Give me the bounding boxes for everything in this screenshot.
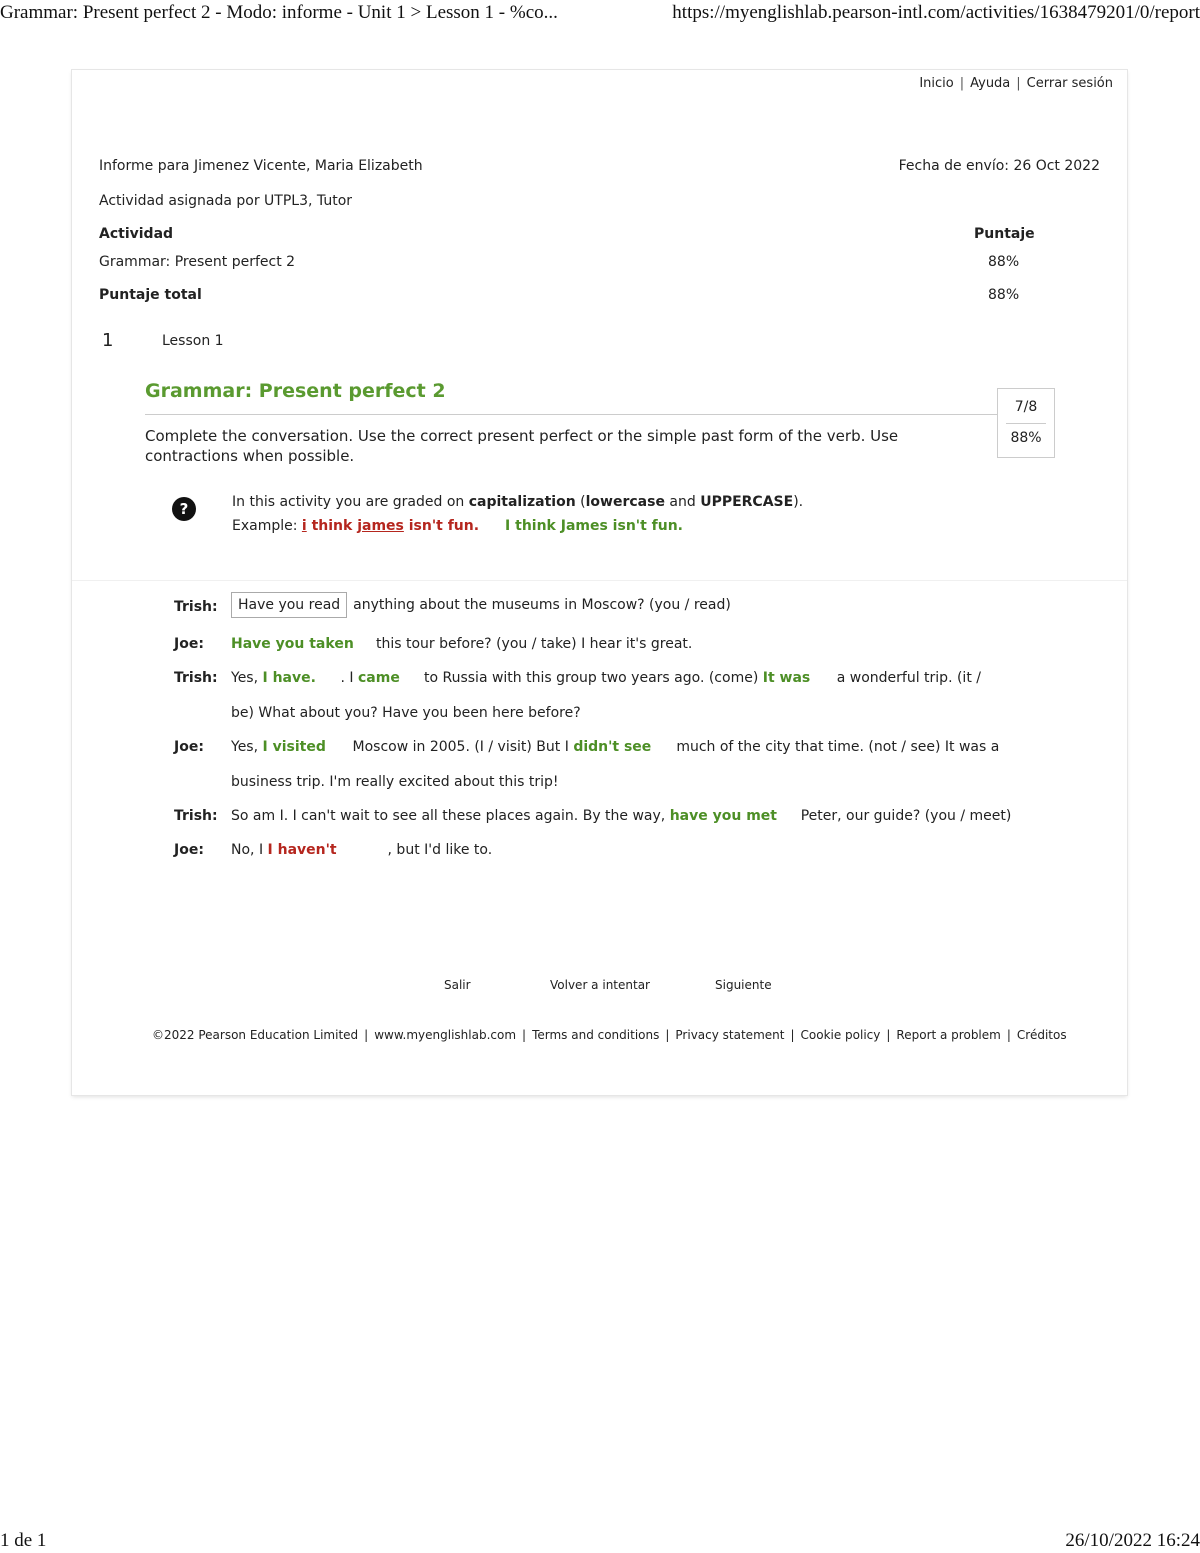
nav-sep: | bbox=[959, 76, 965, 91]
answer-incorrect: I haven't bbox=[267, 842, 337, 858]
print-url: https://myenglishlab.pearson-intl.com/activities/1638479201/0/report bbox=[672, 2, 1200, 23]
example-wrong: i bbox=[301, 518, 307, 534]
speaker-label: Joe: bbox=[174, 636, 204, 652]
line-text: . I bbox=[340, 670, 358, 686]
answer-input[interactable]: Have you read bbox=[231, 592, 347, 618]
answer-correct: I visited bbox=[262, 739, 326, 755]
page-footer bbox=[152, 1028, 1067, 1042]
line-text: Moscow in 2005. (I / visit) But I bbox=[352, 739, 574, 755]
help-icon[interactable]: ? bbox=[172, 497, 196, 521]
line-text: this tour before? (you / take) I hear it's great. bbox=[376, 636, 693, 652]
activity-title: Grammar: Present perfect 2 bbox=[145, 380, 446, 402]
footer-sep: | bbox=[1006, 1028, 1011, 1042]
line-text: much of the city that time. (not / see) It was a bbox=[676, 739, 1000, 755]
top-nav bbox=[919, 76, 1113, 91]
speaker-label: Joe: bbox=[174, 739, 204, 755]
print-datetime: 26/10/2022 16:24 bbox=[1065, 1530, 1200, 1551]
privacy-link[interactable]: Privacy statement bbox=[675, 1028, 785, 1042]
lesson-name: Lesson 1 bbox=[162, 333, 224, 349]
conversation-line bbox=[231, 808, 1011, 824]
score-percent: 88% bbox=[1010, 430, 1042, 446]
line-text: Yes, bbox=[231, 670, 263, 686]
note-text: and bbox=[664, 494, 701, 510]
total-score: 88% bbox=[988, 287, 1020, 303]
logout-link[interactable]: Cerrar sesión bbox=[1026, 76, 1113, 91]
retry-button[interactable]: Volver a intentar bbox=[550, 978, 650, 992]
speaker-label: Trish: bbox=[174, 670, 218, 686]
line-text: Yes, bbox=[231, 739, 263, 755]
example-wrong: james bbox=[357, 518, 404, 534]
title-divider bbox=[145, 414, 997, 415]
example-wrong: isn't fun. bbox=[403, 518, 480, 534]
answer-correct: didn't see bbox=[573, 739, 652, 755]
copyright: ©2022 Pearson Education Limited bbox=[152, 1028, 359, 1042]
credits-link[interactable]: Créditos bbox=[1016, 1028, 1067, 1042]
footer-sep: | bbox=[364, 1028, 369, 1042]
exit-button[interactable]: Salir bbox=[444, 978, 471, 992]
report-card bbox=[72, 70, 1127, 1095]
footer-sep: | bbox=[665, 1028, 670, 1042]
line-text: to Russia with this group two years ago. (come) bbox=[423, 670, 763, 686]
answer-correct: I have. bbox=[262, 670, 316, 686]
line-text: So am I. I can't wait to see all these places again. By the way, bbox=[231, 808, 670, 824]
conversation-line: be) What about you? Have you been here before? bbox=[231, 705, 581, 721]
score-fraction: 7/8 bbox=[1014, 399, 1038, 415]
print-page-title: Grammar: Present perfect 2 - Modo: informe - Unit 1 > Lesson 1 - %co... bbox=[0, 2, 558, 23]
answer-correct: Have you taken bbox=[231, 636, 354, 652]
speaker-label: Joe: bbox=[174, 842, 204, 858]
footer-sep: | bbox=[790, 1028, 795, 1042]
lesson-number: 1 bbox=[102, 330, 114, 351]
note-text: ). bbox=[793, 494, 804, 510]
report-for: Informe para Jimenez Vicente, Maria Elizabeth bbox=[99, 158, 423, 174]
answer-correct: came bbox=[357, 670, 400, 686]
site-link[interactable]: www.myenglishlab.com bbox=[374, 1028, 517, 1042]
note-upper: UPPERCASE bbox=[700, 494, 794, 510]
score-column-header: Puntaje bbox=[974, 226, 1035, 242]
grading-note bbox=[232, 494, 803, 510]
home-link[interactable]: Inicio bbox=[919, 76, 954, 91]
line-text: anything about the museums in Moscow? (you / read) bbox=[353, 597, 731, 613]
line-text: , but I'd like to. bbox=[387, 842, 493, 858]
submission-date: Fecha de envío: 26 Oct 2022 bbox=[898, 158, 1100, 174]
help-link[interactable]: Ayuda bbox=[970, 76, 1011, 91]
conversation-line bbox=[231, 592, 731, 618]
conversation-line bbox=[231, 842, 492, 858]
footer-sep: | bbox=[522, 1028, 527, 1042]
example-label: Example: bbox=[232, 518, 302, 534]
conversation-line bbox=[231, 670, 981, 686]
nav-sep: | bbox=[1016, 76, 1021, 91]
activity-score: 88% bbox=[988, 254, 1020, 270]
score-box bbox=[997, 388, 1055, 458]
section-divider bbox=[72, 580, 1127, 581]
assigned-by: Actividad asignada por UTPL3, Tutor bbox=[99, 193, 353, 209]
line-text: a wonderful trip. (it / bbox=[836, 670, 981, 686]
print-header bbox=[0, 0, 1200, 26]
cookie-link[interactable]: Cookie policy bbox=[800, 1028, 881, 1042]
total-score-label: Puntaje total bbox=[99, 287, 202, 303]
activity-name: Grammar: Present perfect 2 bbox=[99, 254, 296, 270]
speaker-label: Trish: bbox=[174, 808, 218, 824]
page-count: 1 de 1 bbox=[0, 1530, 47, 1551]
activity-column-header: Actividad bbox=[99, 226, 174, 242]
line-text: Peter, our guide? (you / meet) bbox=[800, 808, 1012, 824]
example-wrong: think bbox=[306, 518, 358, 534]
grading-example bbox=[232, 518, 683, 534]
speaker-label: Trish: bbox=[174, 599, 218, 615]
note-text: In this activity you are graded on bbox=[232, 494, 469, 510]
note-cap: capitalization bbox=[468, 494, 576, 510]
footer-sep: | bbox=[886, 1028, 891, 1042]
activity-instructions: Complete the conversation. Use the correct present perfect or the simple past form of the verb. Use contractions when possible. bbox=[145, 427, 899, 465]
conversation-line bbox=[231, 739, 999, 755]
conversation-line: business trip. I'm really excited about this trip! bbox=[231, 774, 559, 790]
next-button[interactable]: Siguiente bbox=[715, 978, 772, 992]
note-text: ( bbox=[575, 494, 586, 510]
report-problem-link[interactable]: Report a problem bbox=[896, 1028, 1001, 1042]
example-correct: I think James isn't fun. bbox=[505, 518, 683, 534]
answer-correct: have you met bbox=[669, 808, 777, 824]
line-text: No, I bbox=[231, 842, 268, 858]
conversation-line bbox=[231, 636, 692, 652]
score-divider bbox=[1006, 423, 1046, 424]
note-lower: lowercase bbox=[585, 494, 665, 510]
answer-correct: It was bbox=[762, 670, 811, 686]
terms-link[interactable]: Terms and conditions bbox=[532, 1028, 660, 1042]
